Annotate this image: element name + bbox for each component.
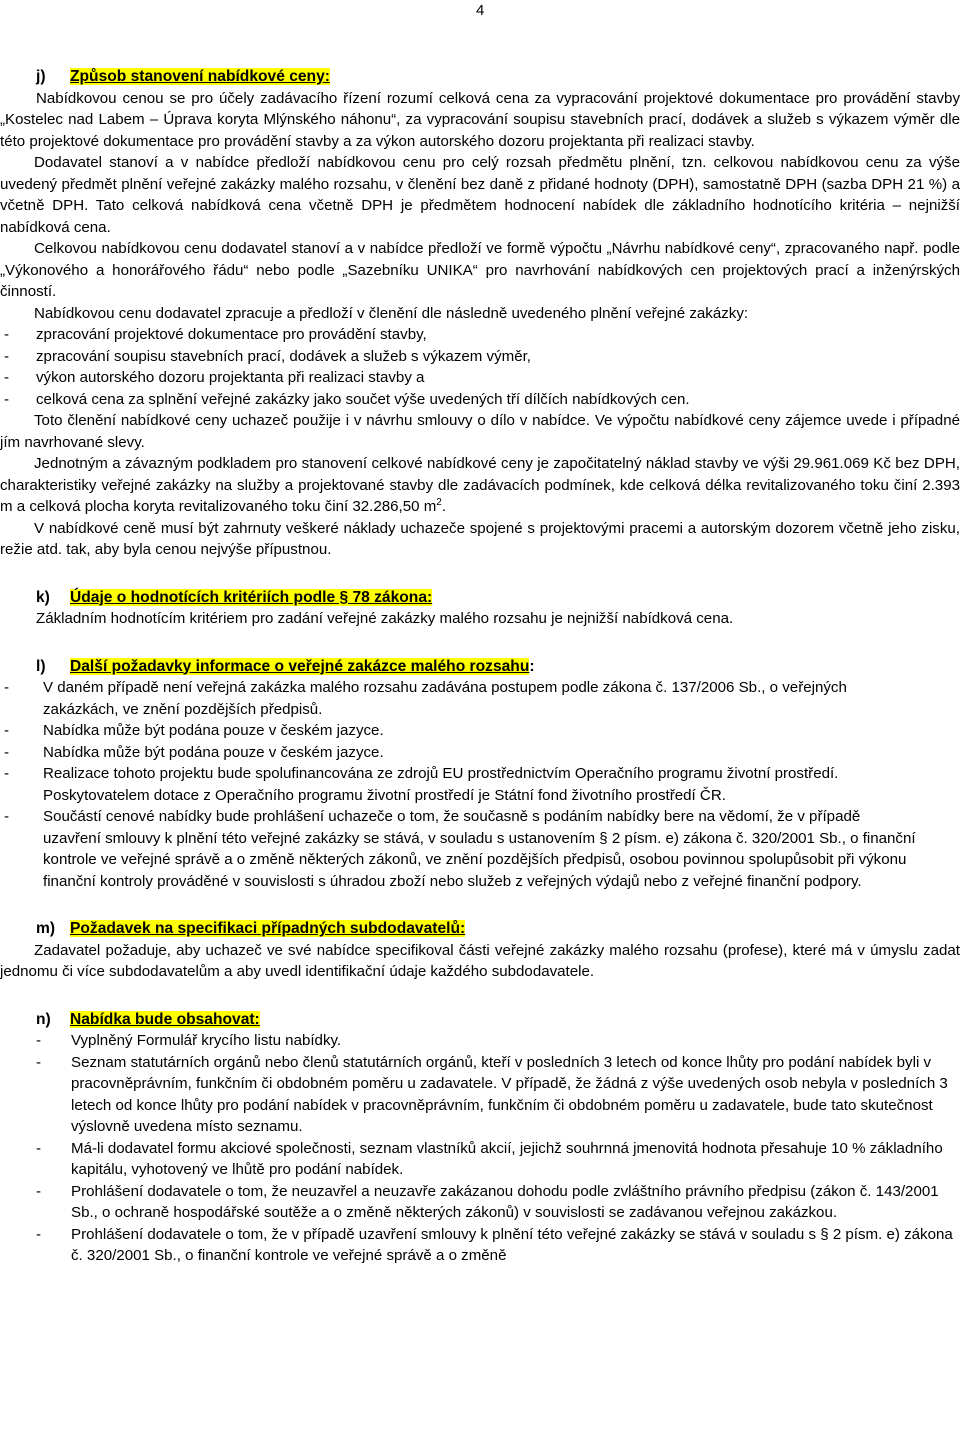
dash-bullet: - xyxy=(36,1053,42,1071)
list-item-text: V daném případě není veřejná zakázka malého rozsahu zadávána postupem podle zákona č. 137/2006 Sb., o veřejných zakázkách, ve znění pozdějších předpisů. xyxy=(43,679,847,718)
section-l-title: Další požadavky informace o veřejné zakázce malého rozsahu xyxy=(70,657,530,675)
section-j xyxy=(0,66,960,561)
list-item-text: Realizace tohoto projektu bude spolufinancována ze zdrojů EU prostřednictvím Operačního programu životní prostředí. Poskytovatelem dotace z Operačního programu životní prostředí je Státní fond životního prostředí ČR. xyxy=(43,765,839,804)
section-j-letter: j) xyxy=(36,68,46,85)
section-l-title-colon: : xyxy=(529,657,535,675)
section-k-title: Údaje o hodnotících kritériích podle § 78 zákona: xyxy=(70,588,433,606)
dash-bullet: - xyxy=(36,1182,42,1200)
list-item xyxy=(0,1052,960,1138)
list-item xyxy=(0,1138,960,1181)
list-item xyxy=(0,389,960,411)
dash-bullet: - xyxy=(4,347,10,365)
list-item xyxy=(0,806,960,892)
list-item-text: zpracování projektové dokumentace pro provádění stavby, xyxy=(36,326,427,343)
spacer xyxy=(0,983,960,1009)
dash-bullet: - xyxy=(4,722,10,739)
dash-bullet: - xyxy=(4,369,10,386)
list-item xyxy=(0,1181,960,1224)
list-item xyxy=(0,742,960,764)
section-m-paragraph-1: Zadavatel požaduje, aby uchazeč ve své nabídce specifikoval části veřejné zakázky malého rozsahu (profese), které má v úmyslu zadat jednomu či více subdodavatelům a aby uvedl identifikační údaje každého subdodavatele. xyxy=(0,941,960,980)
list-item-text: Seznam statutárních orgánů nebo členů statutárních orgánů, kteří v posledních 3 letech od konce lhůty pro podání nabídek byli v pracovněprávním, funkčním či obdobném poměru u zadavatele. V případě, že žádná z výše uvedených osob nebyla v posledních 3 letech od konce lhůty pro podání nabídek v pracovněprávním, funkčním či obdobném poměru u zadavatele, bude tato skutečnost výslovně uvedena místo seznamu. xyxy=(71,1053,948,1135)
area-unit-superscript: 2 xyxy=(436,496,442,508)
section-j-paragraph-6-end: . xyxy=(441,498,447,515)
spacer xyxy=(0,630,960,656)
document-body xyxy=(0,66,960,1267)
section-k-paragraph-1: Základním hodnotícím kritériem pro zadání veřejné zakázky malého rozsahu je nejnižší nabídková cena. xyxy=(36,610,734,627)
dash-bullet: - xyxy=(4,390,10,408)
dash-bullet: - xyxy=(4,765,10,782)
section-j-paragraph-3: Celkovou nabídkovou cenu dodavatel stanoví a v nabídce předloží ve formě výpočtu „Návrhu nabídkové ceny“, zpracovaného např. podle „Výkonového a honorářového řádu“ nebo podle „Sazebníku UNIKA“ pro navrhování nabídkových cen projektových prací a inženýrských činností. xyxy=(0,240,960,300)
page-number: 4 xyxy=(476,2,485,19)
section-l-heading xyxy=(0,656,960,678)
section-m xyxy=(0,918,960,983)
section-n-letter: n) xyxy=(36,1010,51,1028)
section-j-paragraph-1-text: Nabídkovou cenou se pro účely zadávacího řízení rozumí celková cena za vypracování projektové dokumentace pro provádění stavby „Kostelec nad Labem – Úprava koryta Mlýnského náhonu“, za vypracování soupisu stavebních prací, dodávek a služeb s výkazem výměr dle této projektové dokumentace pro provádění stavby a za výkon autorského dozoru projektanta při realizaci stavby. xyxy=(0,89,960,150)
section-k-heading xyxy=(0,587,960,609)
section-m-title: Požadavek na specifikaci případných subdodavatelů: xyxy=(70,920,466,937)
section-k xyxy=(0,587,960,630)
section-l-letter: l) xyxy=(36,657,46,675)
section-j-paragraph-2: Dodavatel stanoví a v nabídce předloží nabídkovou cenu pro celý rozsah předmětu plnění, tzn. celkovou nabídkovou cenu za výše uvedený předmět plnění veřejné zakázky malého rozsahu, v členění bez daně z přidané hodnoty (DPH), samostatně DPH (sazba DPH 21 %) a včetně DPH. Tato celková nabídková cena včetně DPH je předmětem hodnocení nabídek dle základního hodnotícího kritéria – nejnižší nabídková cena. xyxy=(0,154,960,236)
section-n xyxy=(0,1009,960,1267)
list-item xyxy=(0,720,960,742)
list-item-text: Má-li dodavatel formu akciové společnosti, seznam vlastníků akcií, jejichž souhrnná jmenovitá hodnota přesahuje 10 % základního kapitálu, vyhotovený ve lhůtě pro podání nabídek. xyxy=(71,1139,943,1178)
list-item-text: Vyplněný Formulář krycího listu nabídky. xyxy=(71,1032,342,1049)
list-item-text: Prohlášení dodavatele o tom, že v případě uzavření smlouvy k plnění této veřejné zakázky se stává v souladu s § 2 písm. e) zákona č. 320/2001 Sb., o finanční kontrole ve veřejné správě a o změně xyxy=(71,1225,953,1264)
dash-bullet: - xyxy=(4,808,10,825)
dash-bullet: - xyxy=(36,1139,42,1157)
list-item-text: Nabídka může být podána pouze v českém jazyce. xyxy=(43,722,384,739)
section-n-heading xyxy=(0,1009,960,1031)
section-j-title: Způsob stanovení nabídkové ceny: xyxy=(70,68,330,85)
section-j-paragraph-7: V nabídkové ceně musí být zahrnuty veškeré náklady uchazeče spojené s projektovými pracemi a autorským dozorem včetně jeho zisku, režie atd. tak, aby byla cenou nejvýše přípustnou. xyxy=(0,519,960,558)
list-item xyxy=(0,1224,960,1267)
section-m-heading xyxy=(0,918,960,940)
dash-bullet: - xyxy=(4,326,10,343)
list-item-text: Součástí cenové nabídky bude prohlášení uchazeče o tom, že současně s podáním nabídky bere na vědomí, že v případě uzavření smlouvy k plnění této veřejné zakázky se stává, v souladu s ustanovením § 2 písm. e) zákona č. 320/2001 Sb., o finanční kontrole ve veřejné správě a o změně některých zákonů, ve znění pozdějších předpisů, osobou povinnou spolupůsobit při výkonu finanční kontroly prováděné v souvislosti s úhradou zboží nebo služeb z veřejných výdajů nebo z veřejné finanční podpory. xyxy=(43,808,916,890)
dash-bullet: - xyxy=(4,679,10,696)
list-item-text: Prohlášení dodavatele o tom, že neuzavřel a neuzavře zakázanou dohodu podle zvláštního právního předpisu (zákon č. 143/2001 Sb., o ochraně hospodářské soutěže a o změně některých zákonů) v souvislosti se zadávanou veřejnou zakázkou. xyxy=(71,1182,939,1221)
section-j-paragraph-1 xyxy=(0,88,960,153)
list-item xyxy=(0,367,960,389)
spacer xyxy=(0,892,960,918)
spacer xyxy=(0,561,960,587)
list-item-text: celková cena za splnění veřejné zakázky jako součet výše uvedených tří dílčích nabídkových cen. xyxy=(36,390,690,408)
section-j-paragraph-4: Nabídkovou cenu dodavatel zpracuje a předloží v členění dle následně uvedeného plnění veřejné zakázky: xyxy=(34,304,749,322)
list-item xyxy=(0,677,960,720)
list-item xyxy=(0,763,960,806)
section-j-paragraph-6-text: Jednotným a závazným podkladem pro stanovení celkové nabídkové ceny je započitatelný náklad stavby ve výši 29.961.069 Kč bez DPH, charakteristiky veřejné zakázky na služby a projektované stavby dle zadávacích podmínek, kde celková délka revitalizovaného toku činí 2.393 m a celková plocha koryta revitalizovaného toku činí 32.286,50 m xyxy=(0,455,960,515)
section-j-heading xyxy=(0,66,960,88)
list-item-text: výkon autorského dozoru projektanta při realizaci stavby a xyxy=(36,369,425,386)
list-item xyxy=(0,1030,960,1052)
section-j-paragraph-5: Toto členění nabídkové ceny uchazeč použije i v návrhu smlouvy o dílo v nabídce. Ve výpočtu nabídkové ceny zájemce uvede i případné jím navrhované slevy. xyxy=(0,412,960,451)
dash-bullet: - xyxy=(36,1225,42,1243)
list-item xyxy=(0,324,960,346)
section-m-letter: m) xyxy=(36,920,56,937)
list-item-text: zpracování soupisu stavebních prací, dodávek a služeb s výkazem výměr, xyxy=(36,347,531,365)
list-item-text: Nabídka může být podána pouze v českém jazyce. xyxy=(43,743,384,761)
section-l xyxy=(0,656,960,893)
dash-bullet: - xyxy=(4,743,10,761)
section-n-title: Nabídka bude obsahovat: xyxy=(70,1010,260,1028)
section-k-letter: k) xyxy=(36,588,50,606)
dash-bullet: - xyxy=(36,1032,42,1049)
section-j-paragraph-6 xyxy=(0,453,960,518)
list-item xyxy=(0,346,960,368)
